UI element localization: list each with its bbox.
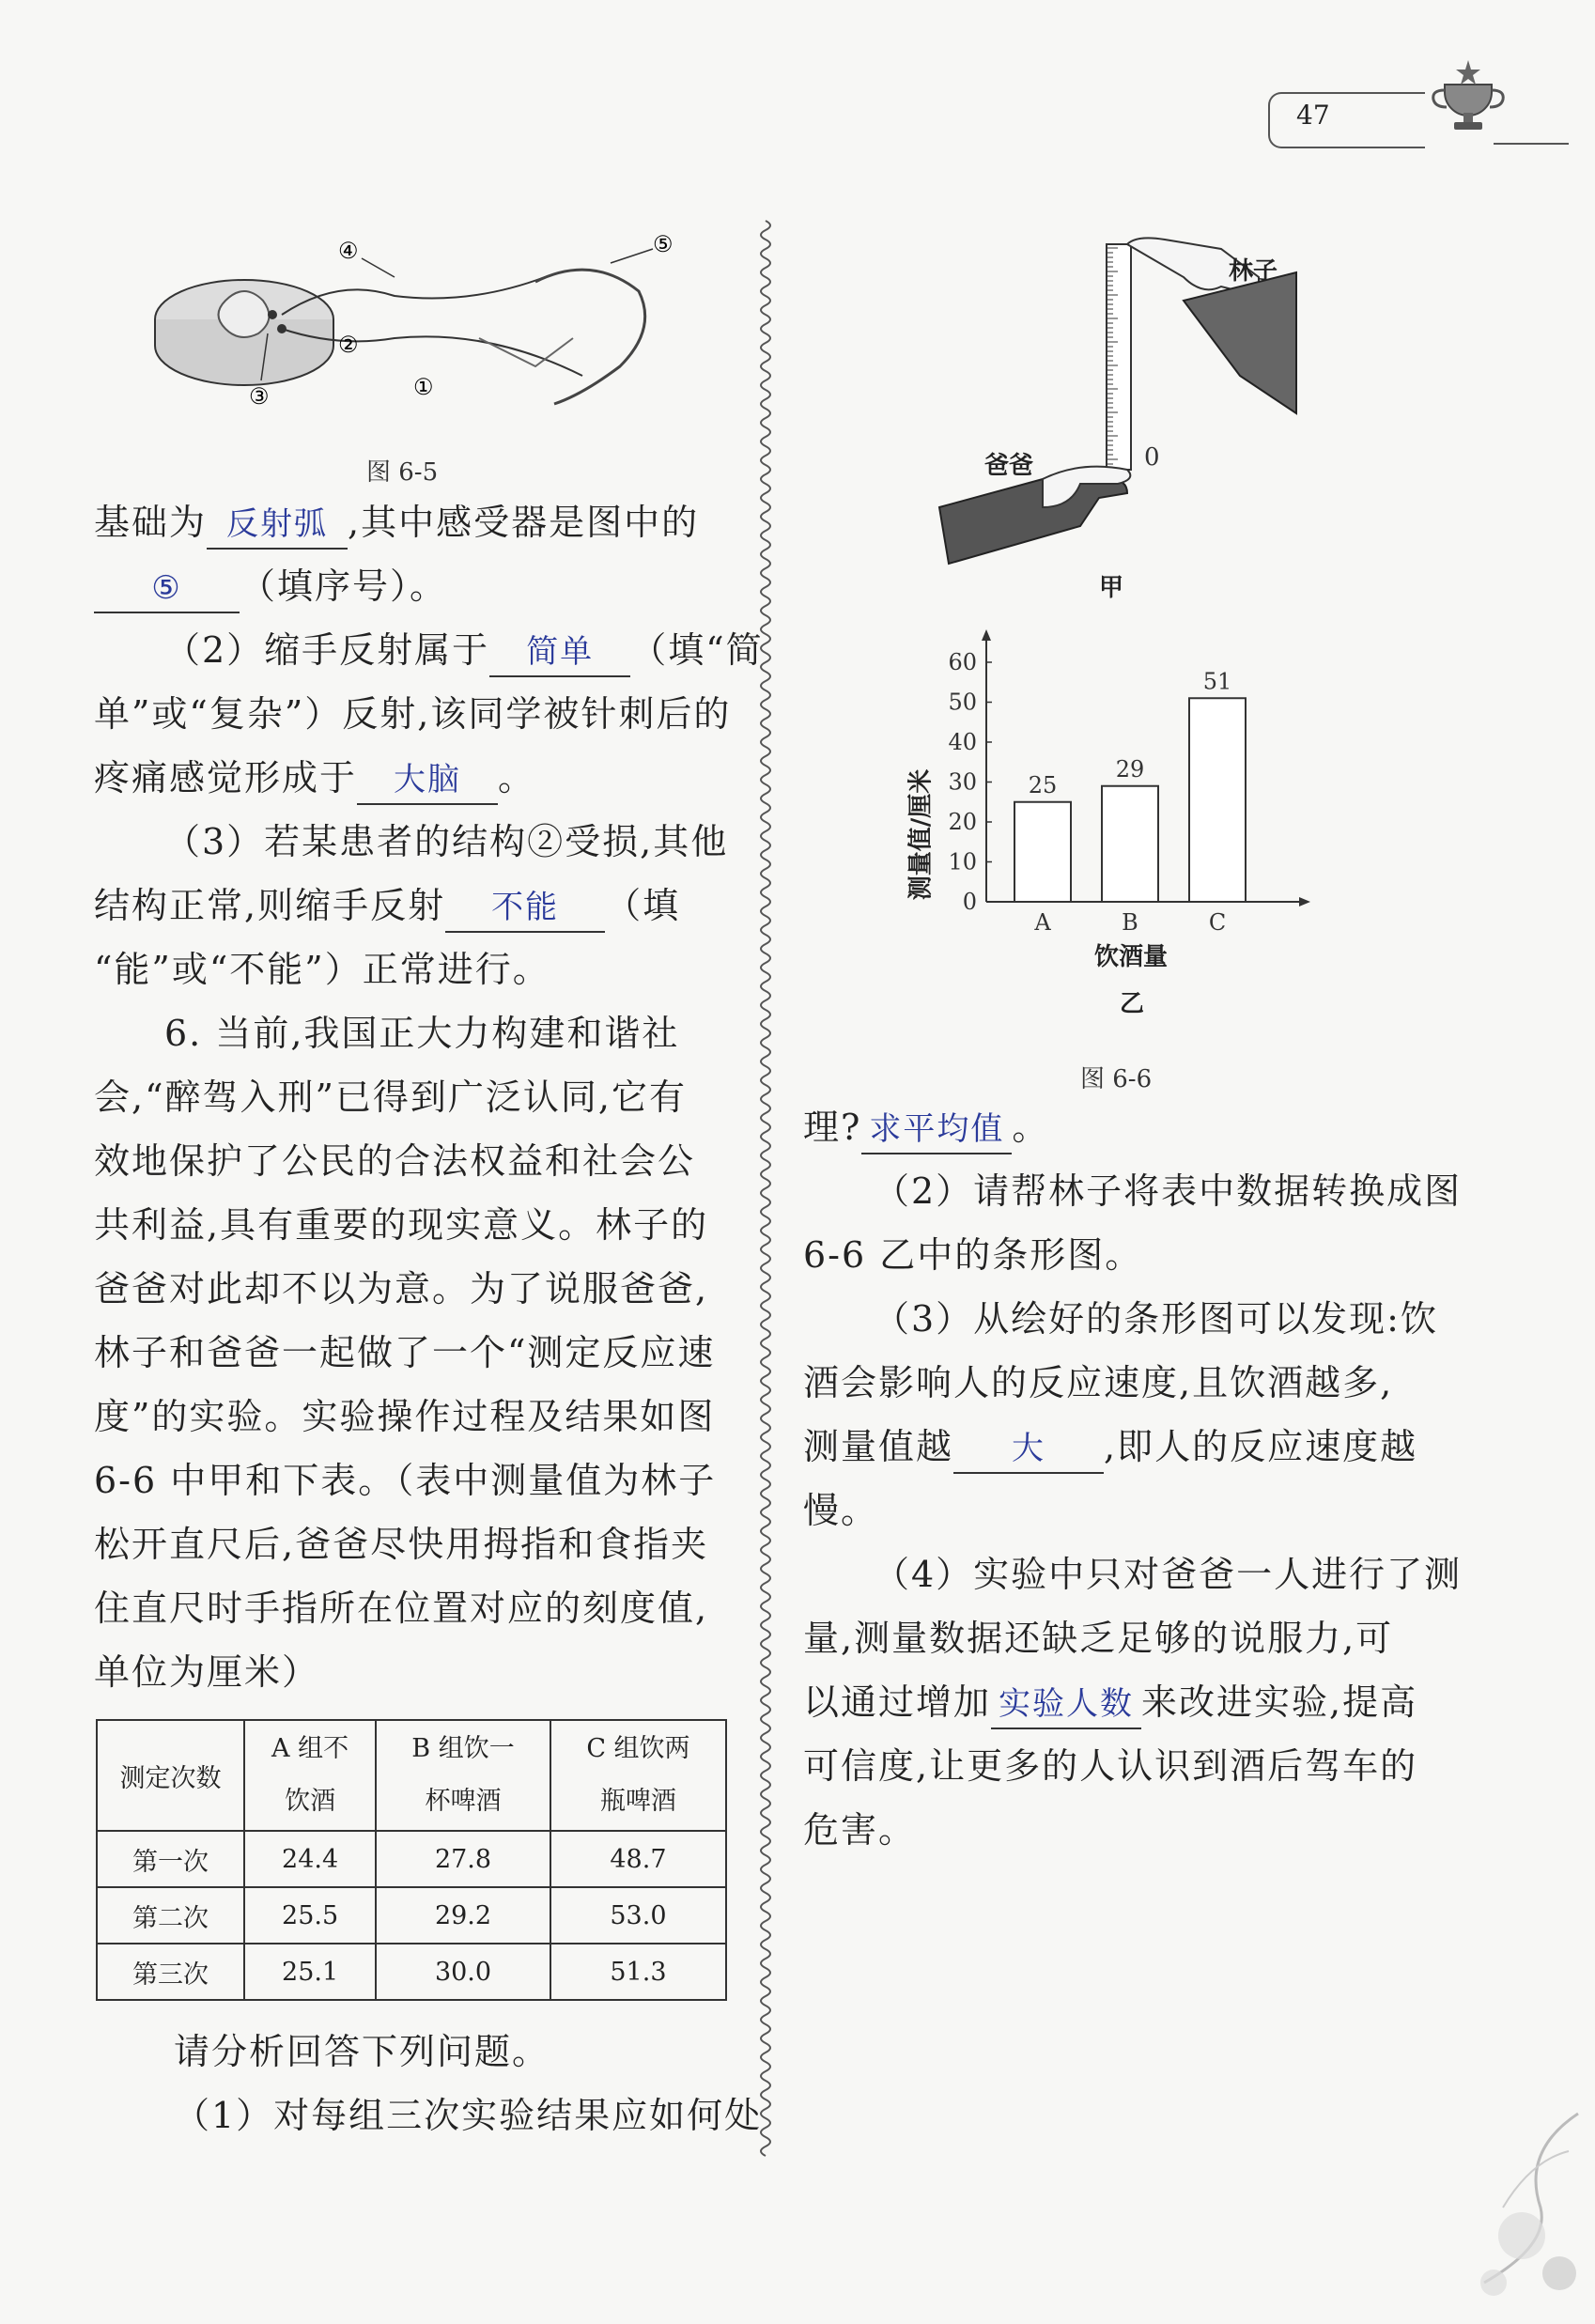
q6-paragraph [94,1001,742,1704]
fig65-label-1: ① [413,374,434,400]
y-tick-label: 50 [948,689,977,716]
y-tick-label: 0 [962,889,977,915]
right-q4-line1: （4）实验中只对爸爸一人进行了测 [874,1554,1463,1595]
bar [1102,786,1158,902]
y-tick-label: 20 [948,809,977,835]
fig65-caption: 图 6-5 [366,458,439,487]
answer-big[interactable]: 大 [953,1425,1104,1474]
column-divider [751,221,780,2146]
label-linzi: 林子 [1229,257,1278,286]
right-column [803,1095,1463,1862]
table-cell: 第三次 [97,1944,244,2000]
left-line-1: 基础为 反射弧 ,其中感受器是图中的 [94,490,742,554]
y-axis-arrow [982,629,991,641]
q6-line: 住直尺时手指所在位置对应的刻度值, [94,1588,709,1629]
table-header-cell: 测定次数 [97,1720,244,1831]
answer-cannot[interactable]: 不能 [445,884,605,933]
table-header-cell: B 组饮一 杯啤酒 [376,1720,550,1831]
q6-line: 松开直尺后,爸爸尽快用拇指和食指夹 [94,1524,709,1565]
q6-line: 林子和爸爸一起做了一个“测定反应速 [94,1332,716,1373]
subfig-yi-label: 乙 [1120,990,1145,1018]
bar [1189,698,1246,902]
right-q4-line3: 以通过增加 实验人数 来改进实验,提高 [803,1670,1442,1734]
y-tick-label: 60 [948,649,977,675]
answer-receptor[interactable]: ⑤ [94,565,240,613]
q6-line: 单位为厘米） [94,1651,320,1693]
q6-line: 会,“醉驾入刑”已得到广泛认同,它有 [94,1077,688,1118]
left-q2-line3: 疼痛感觉形成于 大脑 。 [94,746,742,810]
x-tick-label: B [1122,909,1138,936]
right-q3-line4: 慢。 [803,1490,879,1531]
floral-decoration [1409,2095,1587,2311]
q6-line: 共利益,具有重要的现实意义。林子的 [94,1204,709,1246]
right-q1-line: 理? 求平均值 。 [803,1095,1442,1159]
q6-1-text: （1）对每组三次实验结果应如何处 [174,2095,763,2136]
label-baba: 爸爸 [984,452,1034,480]
x-tick-label: C [1208,909,1227,936]
fig65-label-4: ④ [338,238,359,264]
table-header-cell: A 组不 饮酒 [244,1720,376,1831]
q6-line: 6. 当前,我国正大力构建和谐社 [164,1013,680,1054]
q6-line: 6-6 中甲和下表。（表中测量值为林子 [94,1460,717,1501]
table-cell: 30.0 [376,1944,550,2000]
right-q4-line2: 量,测量数据还缺乏足够的说服力,可 [803,1618,1394,1659]
table-cell: 27.8 [376,1831,550,1887]
table-cell: 第一次 [97,1831,244,1887]
bar-chart [892,601,1324,936]
header-line-right [1494,143,1569,145]
table-row [97,1831,726,1887]
page-header [1268,86,1569,154]
left-q3-line3: “能”或“不能”）正常进行。 [94,949,550,990]
y-tick-label: 30 [948,768,977,796]
answer-brain[interactable]: 大脑 [357,756,498,805]
fig66-caption: 图 6-6 [1080,1065,1153,1093]
bar-value-label: 29 [1115,755,1145,782]
q6-line: 效地保护了公民的合法权益和社会公 [94,1140,696,1182]
right-q2-line2: 6-6 乙中的条形图。 [803,1234,1143,1276]
x-axis-arrow [1299,897,1310,906]
table-cell: 第二次 [97,1887,244,1944]
fig65-label-2: ② [338,332,359,358]
answer-people[interactable]: 实验人数 [991,1681,1141,1729]
table-cell: 25.1 [244,1944,376,2000]
answer-reflex-arc[interactable]: 反射弧 [207,501,348,550]
table-cell: 29.2 [376,1887,550,1944]
left-q2-line2: 单”或“复杂”）反射,该同学被针刺后的 [94,693,732,735]
ruler-zero-label: 0 [1144,443,1160,472]
page-number: 47 [1296,100,1330,131]
after-table-text: 请分析回答下列问题。 [174,2031,550,2072]
table-header-row [97,1720,726,1831]
q6-line: 度”的实验。实验操作过程及结果如图 [94,1396,716,1437]
answer-average[interactable]: 求平均值 [861,1106,1012,1154]
left-q3-line1: （3）若某患者的结构②受损,其他 [164,821,729,862]
y-tick-label: 10 [948,848,977,875]
table-header-cell: C 组饮两 瓶啤酒 [550,1720,726,1831]
table-cell: 48.7 [550,1831,726,1887]
bar-value-label: 25 [1028,771,1058,798]
y-tick-label: 40 [948,729,977,755]
table-cell: 53.0 [550,1887,726,1944]
bar-value-label: 51 [1202,668,1232,695]
right-q3-line3: 测量值越 大 ,即人的反应速度越 [803,1415,1442,1479]
subfig-jia-label: 甲 [1099,574,1124,602]
left-q2-line1: （2）缩手反射属于 简单 （填“简 [94,618,742,682]
data-table [96,1719,727,2001]
x-tick-label: A [1034,909,1051,936]
bar [1014,802,1071,902]
table-cell: 25.5 [244,1887,376,1944]
trophy-icon [1417,58,1520,133]
spinal-cord-reflex-diagram [141,225,705,413]
right-q4-line5: 危害。 [803,1809,917,1851]
left-line-2: ⑤ （填序号）。 [94,554,742,618]
table-cell: 24.4 [244,1831,376,1887]
right-q3-line1: （3）从绘好的条形图可以发现:饮 [874,1298,1438,1340]
figure-6-5 [141,225,705,413]
answer-simple[interactable]: 简单 [489,628,630,677]
page-number-box [1268,92,1425,148]
table-cell: 51.3 [550,1944,726,2000]
table-row [97,1887,726,1944]
right-q2-line1: （2）请帮林子将表中数据转换成图 [874,1170,1463,1212]
left-q3-line2: 结构正常,则缩手反射 不能 （填 [94,874,742,937]
right-q3-line2: 酒会影响人的反应速度,且饮酒越多, [803,1362,1394,1403]
x-axis-label: 饮酒量 [1094,943,1169,971]
table-row [97,1944,726,2000]
q6-line: 爸爸对此却不以为意。为了说服爸爸, [94,1268,709,1309]
y-axis-label: 测量值/厘米 [906,768,936,901]
right-q4-line4: 可信度,让更多的人认识到酒后驾车的 [803,1745,1418,1787]
left-column [94,490,764,1704]
left-bottom [94,2020,763,2147]
fig65-label-5: ⑤ [653,231,674,257]
fig65-label-3: ③ [249,383,270,410]
